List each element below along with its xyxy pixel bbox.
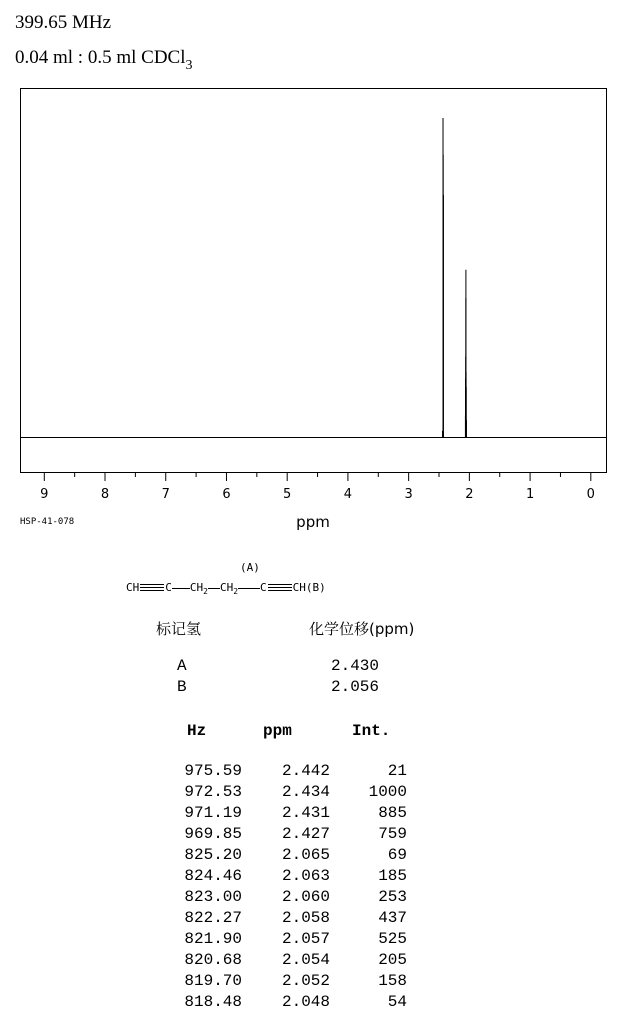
x-axis-label: ppm xyxy=(296,513,330,531)
peak-row-ppm: 2.063 xyxy=(281,867,330,885)
atom-ch-terminal: CH xyxy=(126,581,140,594)
peak-row-ppm: 2.431 xyxy=(281,804,330,822)
assignment-header-shift: 化学位移(ppm) xyxy=(309,620,415,638)
peak-row-ppm: 2.048 xyxy=(281,993,330,1011)
peak-row-int: 253 xyxy=(378,888,407,906)
spectrometer-frequency: 399.65 MHz xyxy=(15,12,112,33)
peak-table-header-hz: Hz xyxy=(187,722,207,740)
peak-row-int: 185 xyxy=(378,867,407,885)
peak-row-ppm: 2.442 xyxy=(281,762,330,780)
peak-row-hz: 824.46 xyxy=(184,867,242,885)
peak-row-ppm: 2.052 xyxy=(281,972,330,990)
spectrum-peaks xyxy=(443,118,467,438)
triple-bond-2 xyxy=(267,584,293,592)
peak-row-int: 158 xyxy=(378,972,407,990)
structure-label-b: (B) xyxy=(305,581,326,594)
peak-row-hz: 821.90 xyxy=(184,930,242,948)
sample-subscript: 3 xyxy=(185,58,193,73)
peak-row-int: 1000 xyxy=(368,783,407,801)
peak-row-int: 437 xyxy=(378,909,407,927)
x-tick-label: 5 xyxy=(283,487,292,502)
peak-row-hz: 820.68 xyxy=(184,951,242,969)
x-tick-label: 7 xyxy=(161,487,170,502)
single-bond-3 xyxy=(238,588,260,589)
atom-c-2: C xyxy=(260,581,267,594)
peak-row-ppm: 2.434 xyxy=(281,783,330,801)
x-tick-label: 0 xyxy=(586,487,595,502)
peak-row-hz: 823.00 xyxy=(184,888,242,906)
peak-row-ppm: 2.058 xyxy=(281,909,330,927)
peak-row-ppm: 2.057 xyxy=(281,930,330,948)
x-axis-ticks xyxy=(44,472,591,481)
x-axis-tick-labels xyxy=(40,487,595,502)
assignment-row-b-shift: 2.056 xyxy=(331,678,380,696)
peak-row-hz: 822.27 xyxy=(184,909,242,927)
peak-row-hz: 825.20 xyxy=(184,846,242,864)
peak-table-header-ppm: ppm xyxy=(263,722,292,740)
x-tick-label: 9 xyxy=(40,487,49,502)
peak-table-header-int: Int. xyxy=(352,722,391,740)
peak-row-hz: 971.19 xyxy=(184,804,242,822)
peak-row-int: 885 xyxy=(378,804,407,822)
peak-row-int: 759 xyxy=(378,825,407,843)
atom-ch-b: CH xyxy=(292,581,306,594)
peak-row-hz: 972.53 xyxy=(184,783,242,801)
peak-row-ppm: 2.065 xyxy=(281,846,330,864)
structure-formula xyxy=(126,581,326,596)
structure-label-a: (A) xyxy=(240,561,260,574)
atom-c-1: C xyxy=(165,581,172,594)
peak-row-hz: 819.70 xyxy=(184,972,242,990)
sample-text: 0.04 ml : 0.5 ml CDCl xyxy=(15,47,186,68)
peak-row-int: 205 xyxy=(378,951,407,969)
plot-frame xyxy=(21,89,607,473)
x-tick-label: 2 xyxy=(465,487,474,502)
peak-row-hz: 975.59 xyxy=(184,762,242,780)
peak-row-int: 525 xyxy=(378,930,407,948)
x-tick-label: 8 xyxy=(100,487,110,502)
single-bond-1 xyxy=(172,588,190,589)
x-tick-label: 6 xyxy=(222,487,231,502)
peak-row-hz: 969.85 xyxy=(184,825,242,843)
x-tick-label: 4 xyxy=(343,487,353,502)
peak-row-int: 21 xyxy=(387,762,407,780)
assignment-row-a-label: A xyxy=(177,657,187,675)
x-tick-label: 3 xyxy=(404,487,413,502)
peak-row-ppm: 2.060 xyxy=(281,888,330,906)
peak-row-int: 54 xyxy=(387,993,407,1011)
spectrum-code: HSP-41-078 xyxy=(20,517,75,527)
peak-row-int: 69 xyxy=(387,846,407,864)
peak-row-hz: 818.48 xyxy=(184,993,242,1011)
assignment-header-label: 标记氢 xyxy=(156,620,202,638)
assignment-row-b-label: B xyxy=(177,678,187,696)
peak-row-ppm: 2.054 xyxy=(281,951,330,969)
x-tick-label: 1 xyxy=(525,487,535,502)
triple-bond-1 xyxy=(139,584,165,592)
peak-row-ppm: 2.427 xyxy=(281,825,330,843)
assignment-row-a-shift: 2.430 xyxy=(331,657,380,675)
atom-ch2-1: $CH_2$ xyxy=(189,581,208,597)
atom-ch2-2: $CH_2$ xyxy=(219,581,239,597)
single-bond-2 xyxy=(208,588,220,589)
